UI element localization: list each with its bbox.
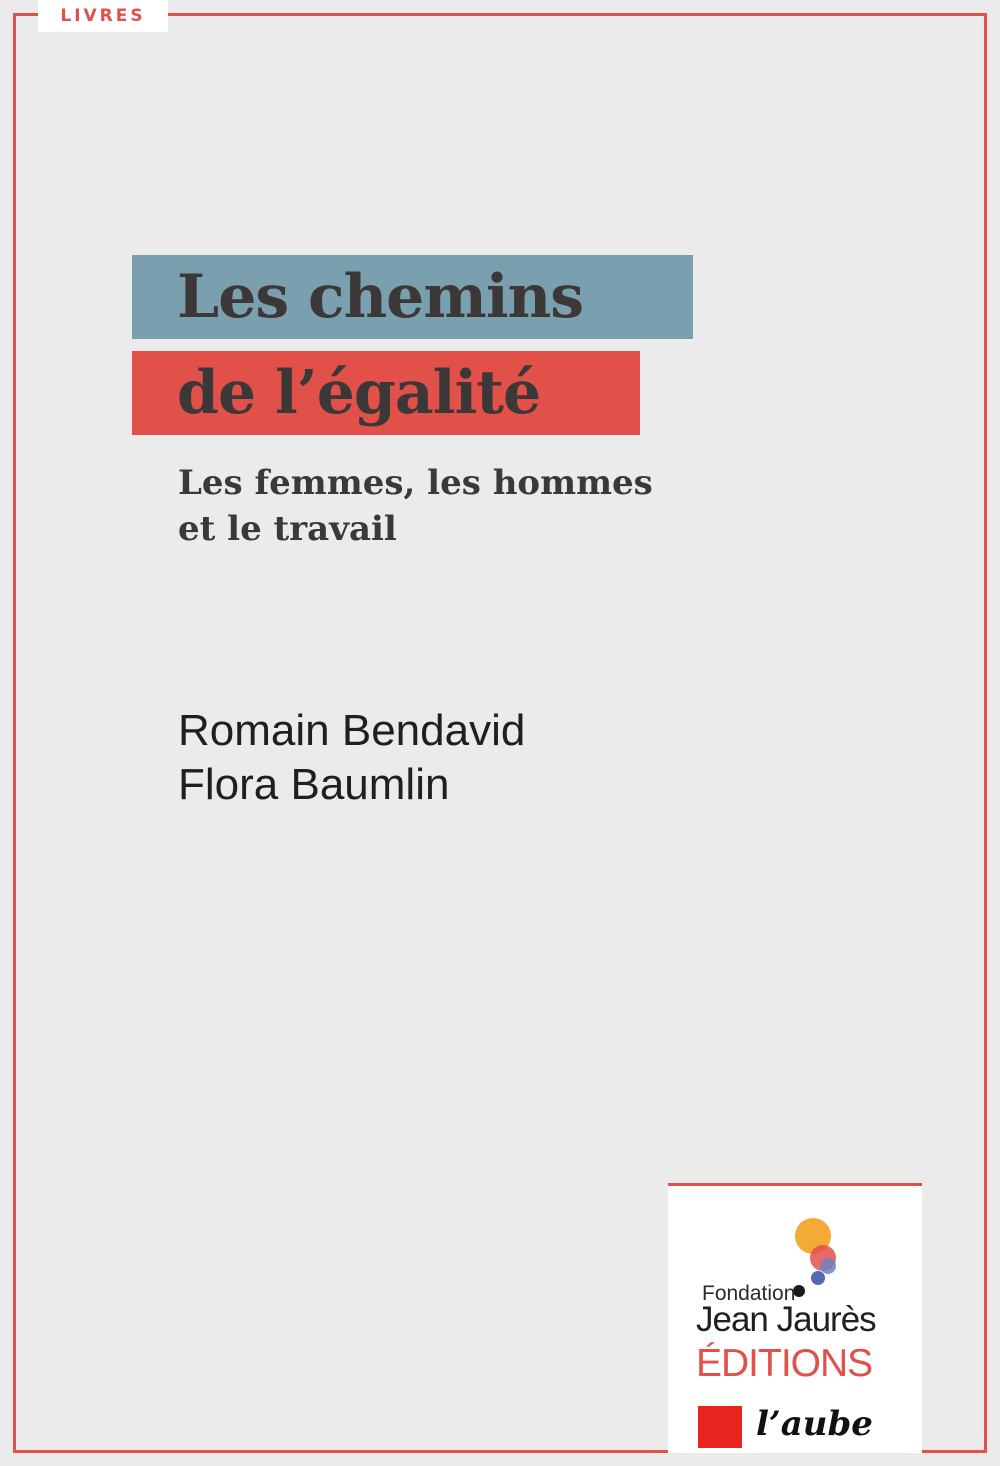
aube-square-icon: [698, 1406, 742, 1448]
publisher-editions: ÉDITIONS: [696, 1342, 873, 1385]
series-label: LIVRES: [38, 0, 168, 32]
title-line-1-text: Les chemins: [177, 262, 584, 332]
subtitle: [178, 460, 653, 552]
publisher-logo-box: [668, 1183, 922, 1453]
title-line-2-text: de l’égalité: [177, 358, 541, 428]
subtitle-line-2: et le travail: [178, 509, 397, 549]
publisher-name: Jean Jaurès: [696, 1300, 876, 1339]
subtitle-line-1: Les femmes, les hommes: [178, 463, 653, 503]
publisher-fondation: Fondation: [702, 1282, 796, 1305]
coeditor-name: l’aube: [756, 1404, 873, 1444]
author-2: Flora Baumlin: [178, 760, 450, 809]
authors: [178, 704, 525, 812]
title-line-2: [132, 351, 640, 435]
title-line-1: [132, 255, 693, 339]
author-1: Romain Bendavid: [178, 706, 526, 755]
